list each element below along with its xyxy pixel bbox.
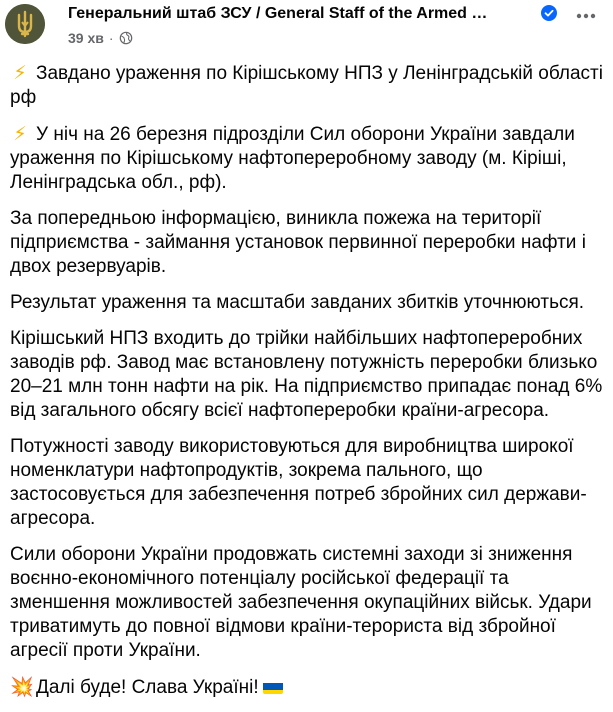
post-timestamp-link[interactable]: 39 хв xyxy=(68,30,104,46)
post-paragraph: Результат ураження та масштаби завданих збитків уточнюються. xyxy=(10,292,585,313)
post-paragraph-closing xyxy=(10,675,605,700)
explosion-icon: 💥 xyxy=(10,676,34,698)
post-paragraph: За попередньою інформацією, виникла пожежа на території підприємства - займання установок первинної переробки нафти і двох резервуарів. xyxy=(10,208,586,277)
post-body xyxy=(10,58,605,712)
post-meta xyxy=(68,29,133,47)
post-paragraph: Потужності заводу використовуються для виробництва широкої номенклатури нафтопродуктів, зокрема пального, що застосовується для забезпечення потреб збройних сил держави-агресора. xyxy=(10,436,587,529)
paragraph-text: У ніч на 26 березня підрозділи Сил оборони України завдали ураження по Кірішському нафтопереробному заводу (м. Кіріші, Ленінградська обл., рф). xyxy=(10,124,575,193)
more-options-button[interactable] xyxy=(568,2,604,30)
more-options-icon xyxy=(576,13,596,19)
paragraph-text: Далі буде! Слава Україні! xyxy=(36,677,259,698)
post-header xyxy=(0,0,613,58)
page-name-link[interactable]: Генеральний штаб ЗСУ / General Staff of the Armed … xyxy=(68,5,488,22)
meta-separator: · xyxy=(108,30,114,46)
ukraine-flag-icon xyxy=(263,680,283,694)
lightning-icon: ⚡ xyxy=(13,62,27,84)
trident-emblem-icon xyxy=(5,4,45,44)
lightning-icon: ⚡ xyxy=(13,123,27,145)
post-paragraph xyxy=(10,122,605,195)
paragraph-text: Завдано ураження по Кірішському НПЗ у Ленінградській області рф xyxy=(10,63,603,108)
post-paragraph-headline xyxy=(10,61,605,110)
globe-icon[interactable] xyxy=(119,31,133,45)
post-paragraph: Кірішський НПЗ входить до трійки найбільших нафтопереробних заводів рф. Завод має встановлену потужність переробки близько 20–21 млн тонн нафти на рік. На підприємство припадає понад 6% від загального обсягу всієї нафтопереробки країни-агресора. xyxy=(10,328,603,421)
post-paragraph: Сили оборони України продовжать системні заходи зі зниження воєнно-економічного потенціалу російської федерації та зменшення можливостей забезпечення окупаційних військ. Удари триватимуть до повної відмови країни-терориста від збройної агресії проти України. xyxy=(10,544,592,661)
verified-badge-icon xyxy=(541,5,557,21)
page-avatar[interactable] xyxy=(5,4,45,44)
